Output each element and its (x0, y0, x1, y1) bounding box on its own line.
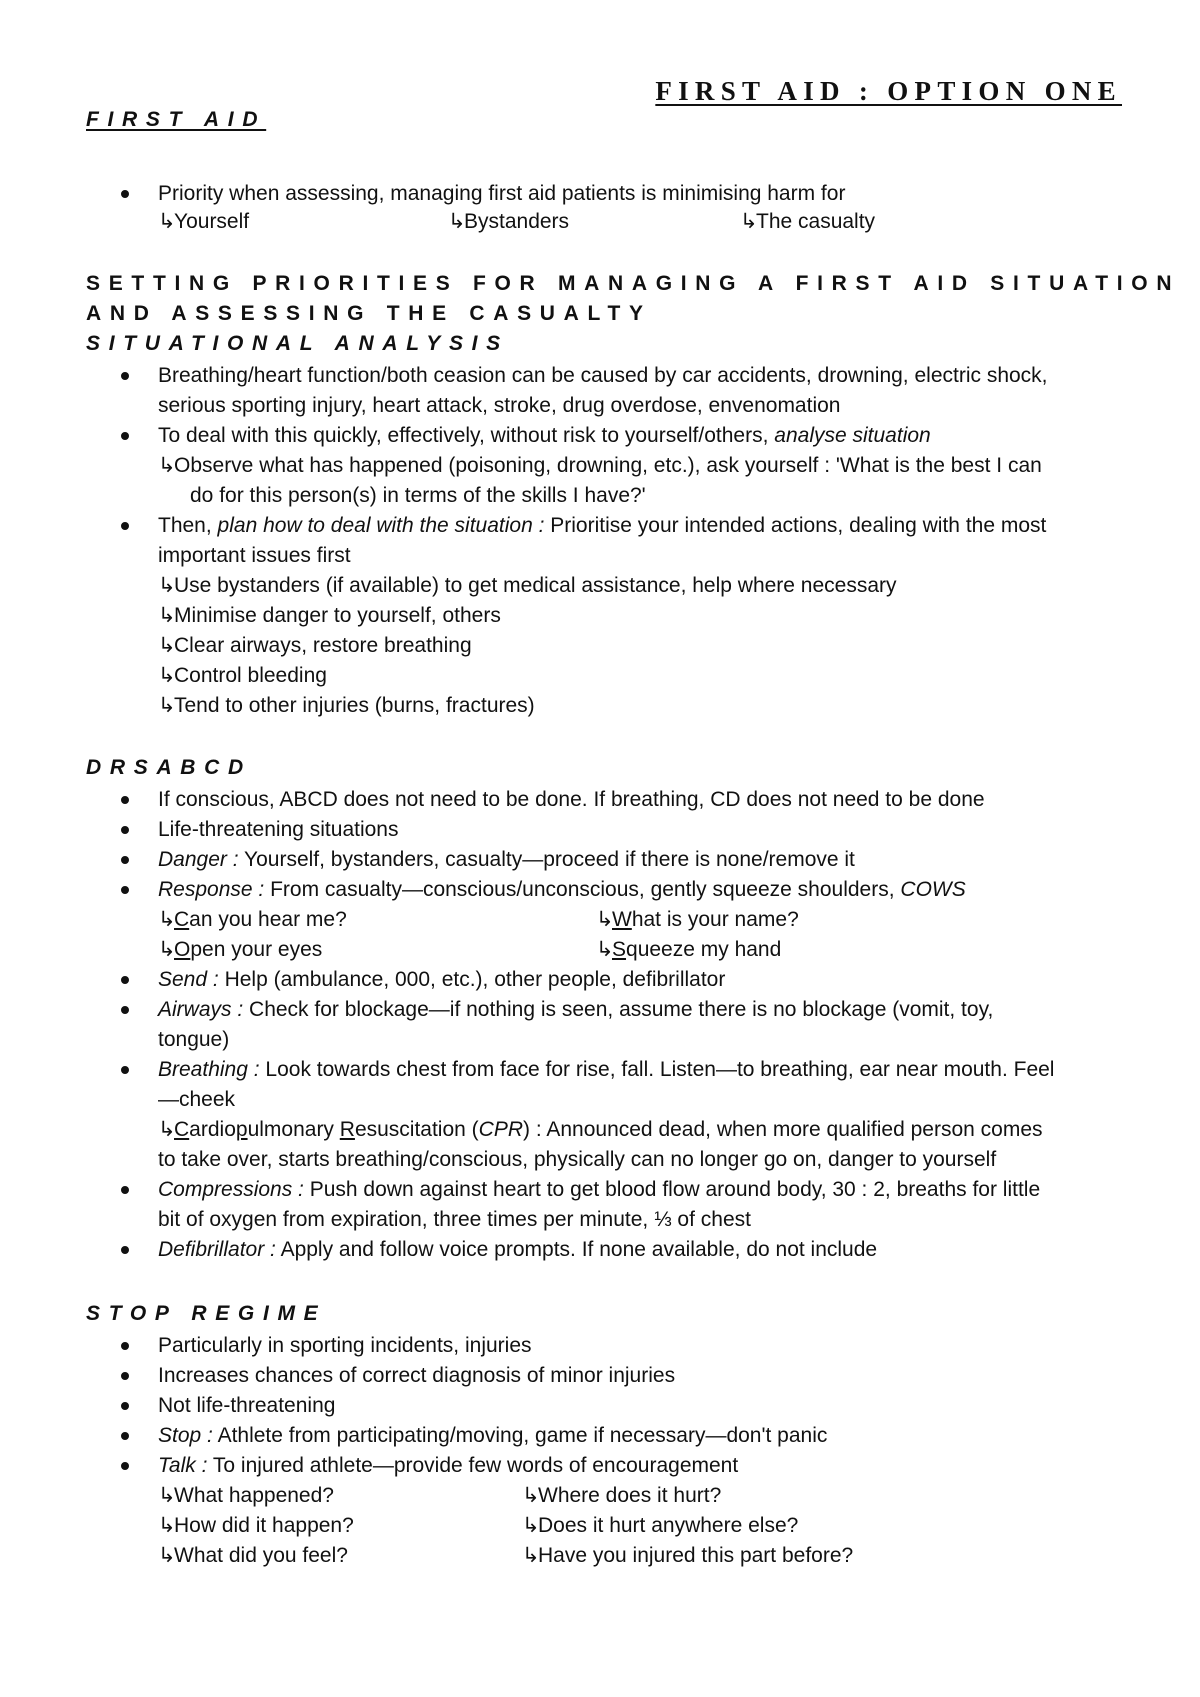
arrow-icon: ↳ (158, 454, 176, 477)
list-item: Talk : To injured athlete—provide few words of encouragement (158, 1454, 739, 1477)
sub-item: ↳What is your name? (596, 906, 799, 934)
bullet-dot (121, 432, 129, 440)
list-item: Danger : Yourself, bystanders, casualty—proceed if there is none/remove it (158, 848, 855, 871)
arrow-icon: ↳ (158, 574, 176, 597)
list-item-cont: serious sporting injury, heart attack, stroke, drug overdose, envenomation (158, 394, 841, 417)
bullet-dot (121, 1462, 129, 1470)
arrow-icon: ↳ (158, 210, 176, 233)
bullet-dot (121, 1342, 129, 1350)
sub-item: ↳Use bystanders (if available) to get medical assistance, help where necessary (158, 572, 897, 600)
sub-item: ↳Tend to other injuries (burns, fractures) (158, 692, 535, 720)
arrow-icon: ↳ (522, 1544, 540, 1567)
list-item: Priority when assessing, managing first aid patients is minimising harm for (158, 182, 846, 205)
arrow-icon: ↳ (158, 1118, 176, 1141)
section-heading: AND ASSESSING THE CASUALTY (86, 302, 652, 325)
bullet-dot (121, 796, 129, 804)
arrow-icon: ↳ (522, 1484, 540, 1507)
sub-item: ↳What happened? (158, 1482, 334, 1510)
sub-item-cont: to take over, starts breathing/conscious, physically can no longer go on, danger to yourself (158, 1148, 997, 1171)
section-heading-drsabcd: DRSABCD (86, 756, 252, 779)
bullet-dot (121, 1402, 129, 1410)
list-item: Response : From casualty—conscious/unconscious, gently squeeze shoulders, COWS (158, 878, 966, 901)
sub-item: ↳Open your eyes (158, 936, 322, 964)
bullet-dot (121, 1066, 129, 1074)
sub-item: ↳Yourself (158, 208, 249, 236)
bullet-dot (121, 1006, 129, 1014)
arrow-icon: ↳ (158, 694, 176, 717)
bullet-dot (121, 826, 129, 834)
arrow-icon: ↳ (158, 604, 176, 627)
sub-item: ↳Where does it hurt? (522, 1482, 721, 1510)
list-item: Particularly in sporting incidents, injuries (158, 1334, 532, 1357)
list-item: Defibrillator : Apply and follow voice prompts. If none available, do not include (158, 1238, 878, 1261)
bullet-dot (121, 1432, 129, 1440)
sub-item: ↳Clear airways, restore breathing (158, 632, 472, 660)
bullet-dot (121, 1186, 129, 1194)
sub-item: ↳The casualty (740, 208, 875, 236)
section-heading-first-aid: FIRST AID (86, 108, 267, 131)
arrow-icon: ↳ (158, 634, 176, 657)
arrow-icon: ↳ (158, 908, 176, 931)
list-item: Stop : Athlete from participating/moving, game if necessary—don't panic (158, 1424, 828, 1447)
section-heading-stop-regime: STOP REGIME (86, 1302, 327, 1325)
arrow-icon: ↳ (596, 908, 614, 931)
list-item-cont: tongue) (158, 1028, 230, 1051)
subsection-heading: SITUATIONAL ANALYSIS (86, 332, 509, 355)
bullet-dot (121, 1246, 129, 1254)
list-item: If conscious, ABCD does not need to be done. If breathing, CD does not need to be done (158, 788, 985, 811)
list-item: Send : Help (ambulance, 000, etc.), other people, defibrillator (158, 968, 726, 991)
arrow-icon: ↳ (522, 1514, 540, 1537)
sub-item: ↳Control bleeding (158, 662, 327, 690)
sub-item: ↳Have you injured this part before? (522, 1542, 853, 1570)
arrow-icon: ↳ (158, 1484, 176, 1507)
sub-item: ↳Observe what has happened (poisoning, drowning, etc.), ask yourself : 'What is the best I can (158, 452, 1042, 480)
list-item: To deal with this quickly, effectively, without risk to yourself/others, analyse situation (158, 424, 931, 447)
sub-item: ↳Cardiopulmonary Resuscitation (CPR) : Announced dead, when more qualified person comes (158, 1116, 1043, 1144)
list-item: Not life-threatening (158, 1394, 336, 1417)
list-item: Life-threatening situations (158, 818, 399, 841)
arrow-icon: ↳ (596, 938, 614, 961)
list-item: Compressions : Push down against heart to get blood flow around body, 30 : 2, breaths for little (158, 1178, 1041, 1201)
bullet-dot (121, 856, 129, 864)
arrow-icon: ↳ (158, 938, 176, 961)
arrow-icon: ↳ (448, 210, 466, 233)
bullet-dot (121, 190, 129, 198)
arrow-icon: ↳ (158, 1514, 176, 1537)
sub-item: ↳Minimise danger to yourself, others (158, 602, 501, 630)
bullet-dot (121, 522, 129, 530)
list-item: Breathing : Look towards chest from face for rise, fall. Listen—to breathing, ear near mouth. Feel (158, 1058, 1055, 1081)
list-item-cont: bit of oxygen from expiration, three times per minute, ⅓ of chest (158, 1208, 751, 1231)
sub-item: ↳Can you hear me? (158, 906, 347, 934)
list-item-cont: important issues first (158, 544, 351, 567)
sub-item-cont: do for this person(s) in terms of the skills I have?' (190, 484, 646, 507)
arrow-icon: ↳ (158, 1544, 176, 1567)
list-item: Then, plan how to deal with the situation : Prioritise your intended actions, dealing with the most (158, 514, 1047, 537)
list-item: Airways : Check for blockage—if nothing is seen, assume there is no blockage (vomit, toy, (158, 998, 994, 1021)
list-item: Breathing/heart function/both ceasion can be caused by car accidents, drowning, electric shock, (158, 364, 1048, 387)
sub-item: ↳Squeeze my hand (596, 936, 781, 964)
bullet-dot (121, 372, 129, 380)
bullet-dot (121, 886, 129, 894)
list-item-cont: —cheek (158, 1088, 236, 1111)
document-title: FIRST AID : OPTION ONE (655, 76, 1122, 106)
sub-item: ↳What did you feel? (158, 1542, 348, 1570)
section-heading: SETTING PRIORITIES FOR MANAGING A FIRST AID SITUATION (86, 272, 1181, 295)
arrow-icon: ↳ (740, 210, 758, 233)
arrow-icon: ↳ (158, 664, 176, 687)
sub-item: ↳How did it happen? (158, 1512, 354, 1540)
list-item: Increases chances of correct diagnosis of minor injuries (158, 1364, 676, 1387)
sub-item: ↳Bystanders (448, 208, 569, 236)
bullet-dot (121, 1372, 129, 1380)
bullet-dot (121, 976, 129, 984)
sub-item: ↳Does it hurt anywhere else? (522, 1512, 798, 1540)
